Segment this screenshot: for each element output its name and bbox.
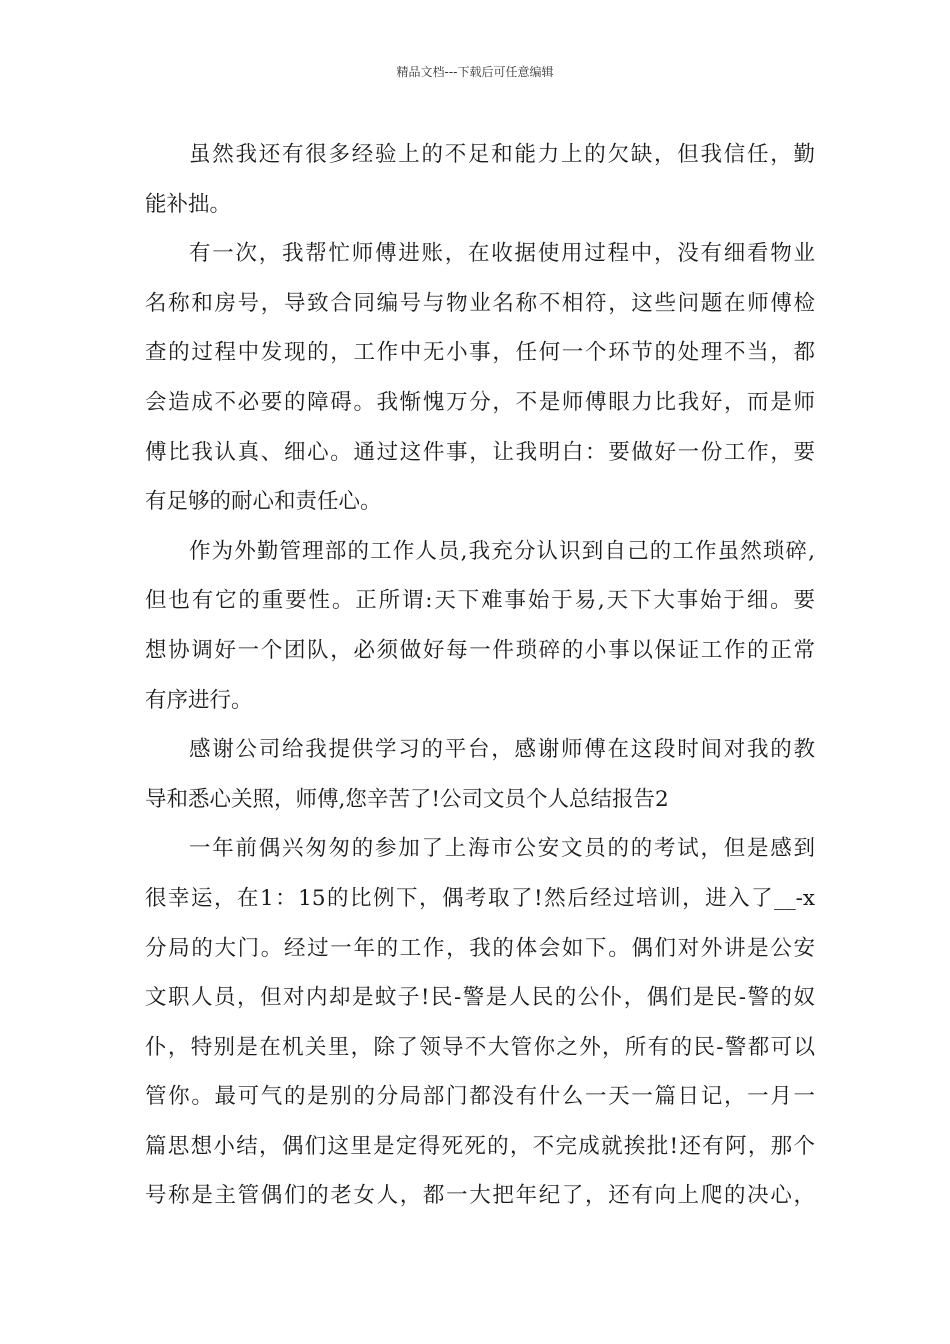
text-line: 分局的大门。经过一年的工作，我的体会如下。偶们对外讲是公安 — [145, 935, 815, 961]
text-line: 管你。最可气的是别的分局部门都没有什么一天一篇日记，一月一 — [145, 1084, 815, 1110]
text-line: 但也有它的重要性。正所谓:天下难事始于易,天下大事始于细。要 — [145, 588, 815, 614]
page-header: 精品文档---下载后可任意编辑 — [396, 65, 554, 79]
text-line: 文职人员，但对内却是蚊子!民-警是人民的公仆，偶们是民-警的奴 — [145, 985, 815, 1011]
document-body — [145, 130, 815, 1221]
text-line: 有序进行。 — [145, 687, 253, 713]
text-line: 仆，特别是在机关里，除了领导不大管你之外，所有的民-警都可以 — [145, 1034, 815, 1060]
text-line: 会造成不必要的障碍。我惭愧万分，不是师傅眼力比我好，而是师 — [145, 389, 815, 415]
text-line: 很幸运，在1：15的比例下，偶考取了!然后经过培训，进入了__-x — [145, 885, 815, 911]
text-line: 查的过程中发现的，工作中无小事，任何一个环节的处理不当，都 — [145, 340, 815, 366]
text-line: 有一次，我帮忙师傅进账，在收据使用过程中，没有细看物业 — [189, 241, 815, 267]
text-line: 想协调好一个团队，必须做好每一件琐碎的小事以保证工作的正常 — [145, 637, 815, 663]
text-line: 感谢公司给我提供学习的平台，感谢师傅在这段时间对我的教 — [189, 737, 815, 763]
text-line: 一年前偶兴匆匆的参加了上海市公安文员的的考试，但是感到 — [189, 836, 815, 862]
text-line: 导和悉心关照，师傅,您辛苦了!公司文员个人总结报告2 — [145, 786, 669, 812]
text-line: 虽然我还有很多经验上的不足和能力上的欠缺，但我信任，勤 — [189, 142, 815, 167]
text-line: 能补拙。 — [145, 191, 232, 217]
text-line: 作为外勤管理部的工作人员,我充分认识到自己的工作虽然琐碎, — [189, 538, 815, 564]
text-line: 傅比我认真、细心。通过这件事，让我明白：要做好一份工作，要 — [145, 439, 815, 465]
text-line: 号称是主管偶们的老女人，都一大把年纪了，还有向上爬的决心， — [145, 1183, 815, 1209]
text-line: 有足够的耐心和责任心。 — [145, 489, 382, 515]
text-line: 名称和房号，导致合同编号与物业名称不相符，这些问题在师傅检 — [145, 290, 815, 316]
text-line: 篇思想小结，偶们这里是定得死死的，不完成就挨批!还有阿，那个 — [145, 1133, 815, 1159]
